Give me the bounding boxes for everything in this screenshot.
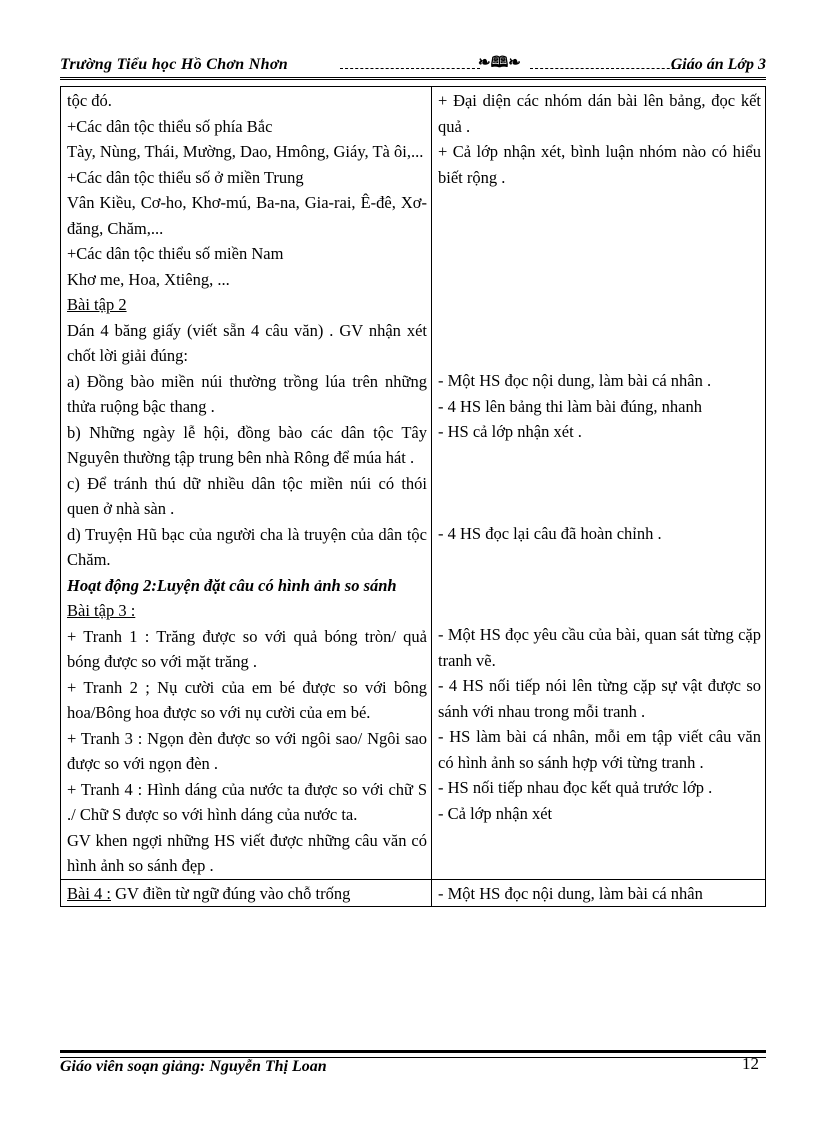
lesson-line: b) Những ngày lễ hội, đồng bào các dân tộc Tây Nguyên thường tập trung bên nhà Rông để múa hát .	[67, 422, 427, 467]
lesson-line: + Tranh 1 : Trăng được so với quả bóng tròn/ quả bóng được so với mặt trăng .	[67, 626, 427, 671]
student-activity: + Đại diện các nhóm dán bài lên bảng, đọc kết quả .	[438, 91, 761, 136]
student-activity: - 4 HS lên bảng thi làm bài đúng, nhanh	[438, 396, 702, 416]
exercise-label: Bài 4 :	[67, 883, 111, 903]
lesson-line: a) Đồng bào miền núi thường trồng lúa trên những thửa ruộng bậc thang .	[67, 371, 427, 416]
student-activity: - Cả lớp nhận xét	[438, 803, 553, 823]
student-activities-cell	[432, 879, 766, 907]
lesson-line: d) Truyện Hũ bạc của người cha là truyện của dân tộc Chăm.	[67, 524, 427, 569]
student-activity: + Cả lớp nhận xét, bình luận nhóm nào có hiểu biết rộng .	[438, 142, 761, 187]
page-header	[60, 52, 766, 78]
student-activity: - HS cả lớp nhận xét .	[438, 422, 582, 441]
header-dash-left	[340, 68, 480, 69]
lesson-line: Khơ me, Hoa, Xtiêng, ...	[67, 269, 230, 289]
document-title: Giáo án Lớp 3	[670, 56, 766, 73]
student-activity: - Một HS đọc yêu cầu của bài, quan sát từng cặp tranh vẽ.	[438, 625, 761, 670]
lesson-line: tộc đó.	[67, 91, 112, 110]
book-ornament-icon: ❧🕮❧	[478, 55, 521, 71]
student-activity: - HS nối tiếp nhau đọc kết quả trước lớp .	[438, 778, 713, 797]
lesson-line: Dán 4 băng giấy (viết sẵn 4 câu văn) . GV nhận xét chốt lời giải đúng:	[67, 320, 427, 365]
lesson-line: Vân Kiều, Cơ-ho, Khơ-mú, Ba-na, Gia-rai, Ê-đê, Xơ-đăng, Chăm,...	[67, 193, 427, 238]
lesson-line: +Các dân tộc thiểu số miền Nam	[67, 244, 284, 263]
teacher-activities-cell	[61, 879, 432, 907]
lesson-line: + Tranh 2 ; Nụ cười của em bé được so với bông hoa/Bông hoa được so với nụ cười của em bé.	[67, 677, 427, 722]
lesson-line: +Các dân tộc thiểu số ở miền Trung	[67, 167, 304, 187]
student-activities	[438, 88, 761, 826]
lesson-line: c) Để tránh thú dữ nhiều dân tộc miền núi có thói quen ở nhà sàn .	[67, 473, 427, 518]
header-rule	[60, 77, 766, 80]
student-activity: - HS làm bài cá nhân, mỗi em tập viết câu văn có hình ảnh so sánh hợp với từng tranh .	[438, 727, 761, 772]
lesson-line: + Tranh 3 : Ngọn đèn được so với ngôi sao/ Ngôi sao được so với ngọn đèn .	[67, 728, 427, 773]
lesson-line: Tày, Nùng, Thái, Mường, Dao, Hmông, Giáy, Tà ôi,...	[67, 142, 424, 161]
student-activity: - Một HS đọc nội dung, làm bài cá nhân .	[438, 371, 712, 390]
student-activity: - Một HS đọc nội dung, làm bài cá nhân	[438, 883, 703, 903]
exercise-heading: Bài tập 2	[67, 295, 127, 314]
page-number: 12	[742, 1054, 759, 1073]
school-name: Trường Tiểu học Hồ Chơn Nhơn	[60, 56, 288, 73]
table-row	[61, 879, 766, 907]
header-dash-right	[530, 68, 690, 69]
footer-rule	[60, 1050, 766, 1058]
activity-heading: Hoạt động 2:Luyện đặt câu có hình ảnh so sánh	[67, 575, 397, 595]
student-activity: - 4 HS nối tiếp nói lên từng cặp sự vật được so sánh với nhau trong mỗi tranh .	[438, 676, 761, 721]
student-activity: - 4 HS đọc lại câu đã hoàn chỉnh .	[438, 523, 662, 543]
lesson-line: GV khen ngợi những HS viết được những câu văn có hình ảnh so sánh đẹp .	[67, 830, 427, 875]
lesson-table	[60, 86, 766, 907]
lesson-line: +Các dân tộc thiểu số phía Bắc	[67, 116, 273, 136]
teacher-name: Giáo viên soạn giảng: Nguyễn Thị Loan	[60, 1058, 327, 1075]
teacher-activities-cell	[61, 87, 432, 880]
table-row	[61, 87, 766, 880]
lesson-line: + Tranh 4 : Hình dáng của nước ta được so với chữ S ./ Chữ S được so với hình dáng của nước ta.	[67, 779, 427, 824]
exercise-text: GV điền từ ngữ đúng vào chỗ trống	[111, 883, 351, 903]
teacher-activities	[67, 88, 427, 879]
exercise-heading: Bài tập 3 :	[67, 601, 136, 620]
student-activities-cell	[432, 87, 766, 880]
